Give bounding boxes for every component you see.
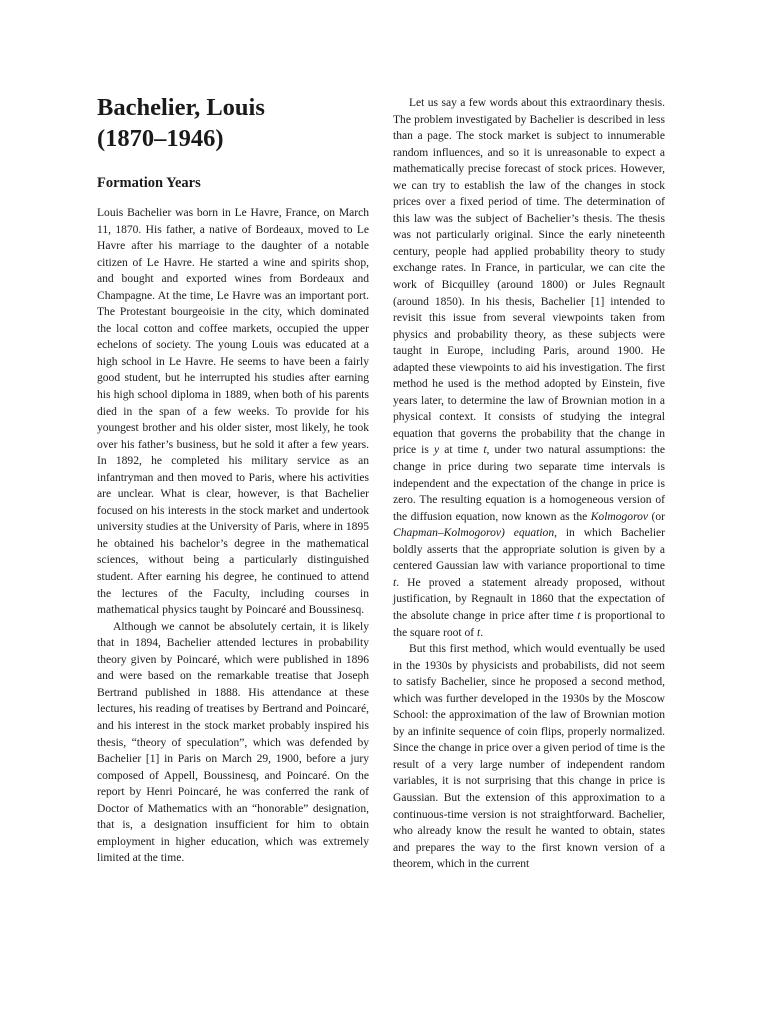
- right-p1-text-b: at time: [444, 444, 479, 457]
- var-t-2: t: [393, 576, 397, 589]
- right-paragraph-1: [393, 95, 665, 641]
- right-paragraph-2: But this first method, which would eventually be used in the 1930s by physicists and probabilists, did not seem to satisfy Bachelier, since he proposed a second method, which was further developed in the 1930s by the Moscow School: the approximation of the law of Brownian motion by an infinite sequence of coin flips, properly normalized. Since the change in price over a given period of time is the result of a very large number of independent random variables, it is not surprising that this change in price is Gaussian. But the extension of this approximation to a continuous-time version is not straightforward. Bachelier, who already know the result he wanted to obtain, states and prepares the way to the first known version of a theorem, which in the current: [393, 643, 665, 871]
- right-p1-text-or: (or: [651, 510, 666, 523]
- kolmogorov-term: Kolmogorov: [590, 510, 649, 523]
- title-line-2: (1870–1946): [97, 125, 224, 152]
- left-paragraph-1: Louis Bachelier was born in Le Havre, France, on March 11, 1870. His father, a native of Bordeaux, moved to Le Havre after his marriage to the daughter of a notable citizen of Le Havre. He started a wine and spirits shop, and bought and exported wines from Bordeaux and Champagne. At the time, Le Havre was an important port. The Protestant bourgeoisie in the city, which dominated the local cotton and coffee markets, occupied the upper echelons of society. The young Louis was educated at a high school in Le Havre. He seems to have been a fairly good student, but he interrupted his studies after earning his high school diploma in 1889, when both of his parents died in the span of a few weeks. To provide for his youngest brother and his older sister, most likely, he took over his father’s business, but he sold it after a few years. In 1892, he completed his military service as an infantryman and then moved to Paris, where his activities are unclear. What is clear, however, is that Bachelier focused on his interests in the stock market and undertook university studies at the University of Paris, where in 1895 he obtained his bachelor’s degree in the mathematical sciences, without being a particularly distinguished student. After earning his degree, he continued to attend the lectures of the Faculty, including courses in mathematical physics taught by Poincaré and Boussinesq.: [97, 207, 369, 617]
- right-p1-text-e: . He proved a statement already proposed, without justification, by Regnault in 1860 that the expectation of the absolute change in price after time: [393, 576, 665, 622]
- right-p1-period: .: [480, 626, 484, 639]
- right-p1-text-d: , in which Bachelier boldly asserts that the appropriate solution is given by a centered Gaussian law with variance proportional to time: [393, 527, 665, 573]
- right-p1-text-a: Let us say a few words about this extraordinary thesis. The problem investigated by Bachelier is described in less than a page. The stock market is subject to innumerable random influences, and so it is unreasonable to expect a mathematically precise forecast of stock prices. However, we can try to establish the law of the changes in stock prices over a fixed period of time. The determination of this law was the subject of Bachelier’s thesis. The thesis was not particularly original. Since the early nineteenth century, people had applied probability theory to study exchange rates. In France, in particular, we can cite the work of Bicquilley (around 1800) or Jules Regnault (around 1850). In his thesis, Bachelier [1] intended to revisit this issue from several viewpoints taken from physics and probability theory, as these subjects were taught in Europe, including Paris, around 1900. He adapted these viewpoints to aid his investigation. The first method he used is the method adopted by Einstein, five years later, to determine the law of Brownian motion in a physical context. It consists of studying the integral equation that governs the probability that the change in price is: [393, 97, 665, 457]
- right-column: [393, 95, 665, 873]
- section-heading-formation-years: Formation Years: [97, 175, 201, 191]
- left-column: [97, 92, 369, 867]
- var-t-4: t: [477, 626, 481, 639]
- chapman-kolmogorov-term: Chapman–Kolmogorov) equation: [393, 527, 555, 540]
- var-t: t: [483, 444, 487, 457]
- var-y: y: [434, 444, 440, 457]
- title-line-1: Bachelier, Louis: [97, 94, 265, 121]
- right-p1-text-c: , under two natural assumptions: the change in price during two separate time intervals is independent and the expectation of the change in price is zero. The resulting equation is a homogeneous version of the diffusion equation, now known as the: [393, 444, 666, 523]
- article-title: [97, 92, 369, 154]
- var-t-3: t: [577, 609, 581, 622]
- left-paragraph-2: Although we cannot be absolutely certain, it is likely that in 1894, Bachelier attended lectures in probability theory given by Poincaré, which were published in 1896 and were based on the remarkable treatise that Joseph Bertrand published in 1888. His attendance at these lectures, his reading of treatises by Bertrand and Poincaré, and his interest in the stock market probably inspired his thesis, “theory of speculation”, which was defended by Bachelier [1] in Paris on March 29, 1900, before a jury composed of Appell, Boussinesq, and Poincaré. On the report by Henri Poincaré, he was conferred the rank of Doctor of Mathematics with an “honorable” designation, that is, a designation insufficient for him to obtain employment in higher education, which was extremely limited at the time.: [97, 620, 369, 865]
- right-p1-text-f: is proportional to the square root of: [393, 609, 666, 639]
